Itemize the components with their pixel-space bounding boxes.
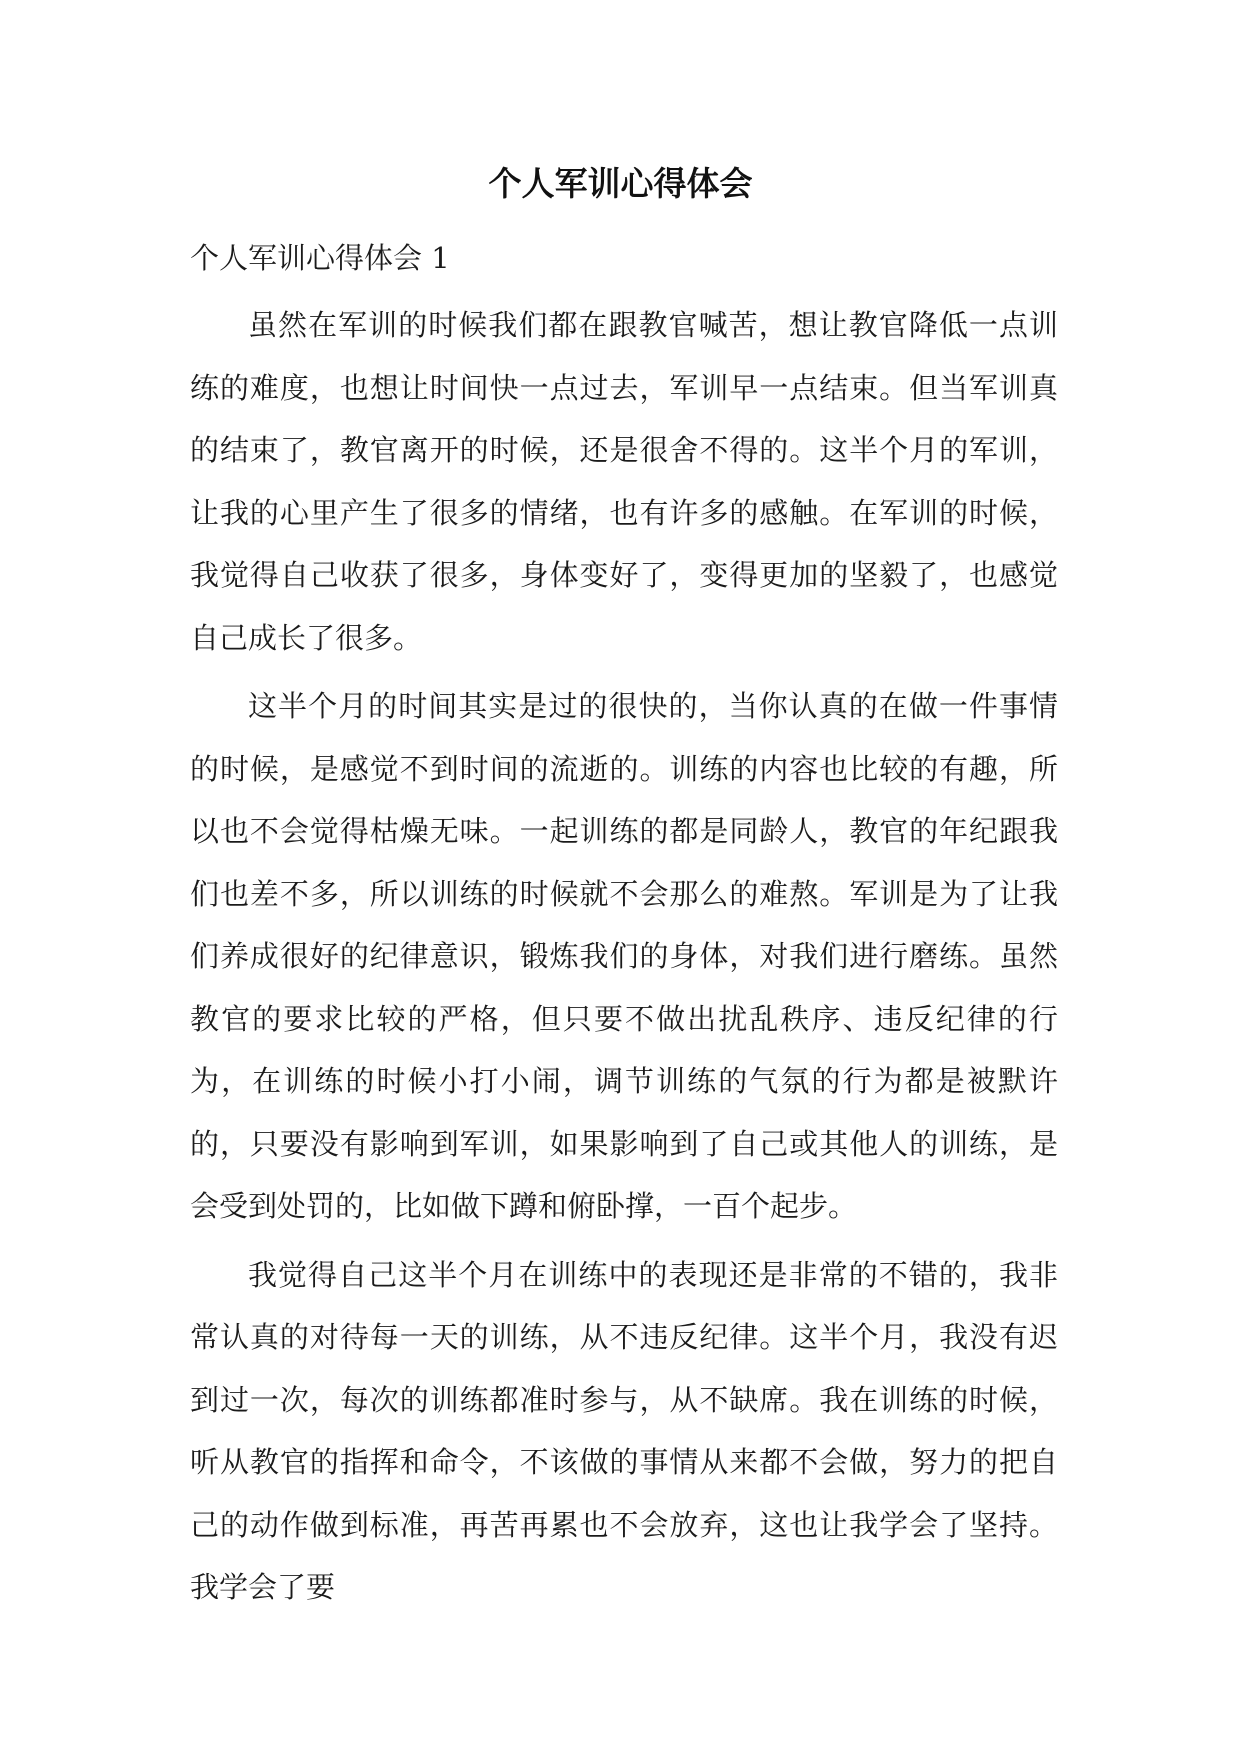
body-paragraph: 我觉得自己这半个月在训练中的表现还是非常的不错的，我非常认真的对待每一天的训练，从不违反纪律。这半个月，我没有迟到过一次，每次的训练都准时参与，从不缺席。我在训练的时候，听从教官的指挥和命令，不该做的事情从来都不会做，努力的把自己的动作做到标准，再苦再累也不会放弃，这也让我学会了坚持。我学会了要 <box>190 1257 1058 1604</box>
section-heading: 个人军训心得体会 1 <box>190 241 450 275</box>
body-paragraph: 这半个月的时间其实是过的很快的，当你认真的在做一件事情的时候，是感觉不到时间的流逝的。训练的内容也比较的有趣，所以也不会觉得枯燥无味。一起训练的都是同龄人，教官的年纪跟我们也差不多，所以训练的时候就不会那么的难熬。军训是为了让我们养成很好的纪律意识，锻炼我们的身体，对我们进行磨练。虽然教官的要求比较的严格，但只要不做出扰乱秩序、违反纪律的行为，在训练的时候小打小闹，调节训练的气氛的行为都是被默许的，只要没有影响到军训，如果影响到了自己或其他人的训练，是会受到处罚的，比如做下蹲和俯卧撑，一百个起步。 <box>190 689 1058 1223</box>
body-paragraph: 虽然在军训的时候我们都在跟教官喊苦，想让教官降低一点训练的难度，也想让时间快一点过去，军训早一点结束。但当军训真的结束了，教官离开的时候，还是很舍不得的。这半个月的军训，让我的心里产生了很多的情绪，也有许多的感触。在军训的时候，我觉得自己收获了很多，身体变好了，变得更加的坚毅了，也感觉自己成长了很多。 <box>190 308 1058 655</box>
document-body <box>190 228 1058 1625</box>
document-title: 个人军训心得体会 <box>488 164 753 203</box>
